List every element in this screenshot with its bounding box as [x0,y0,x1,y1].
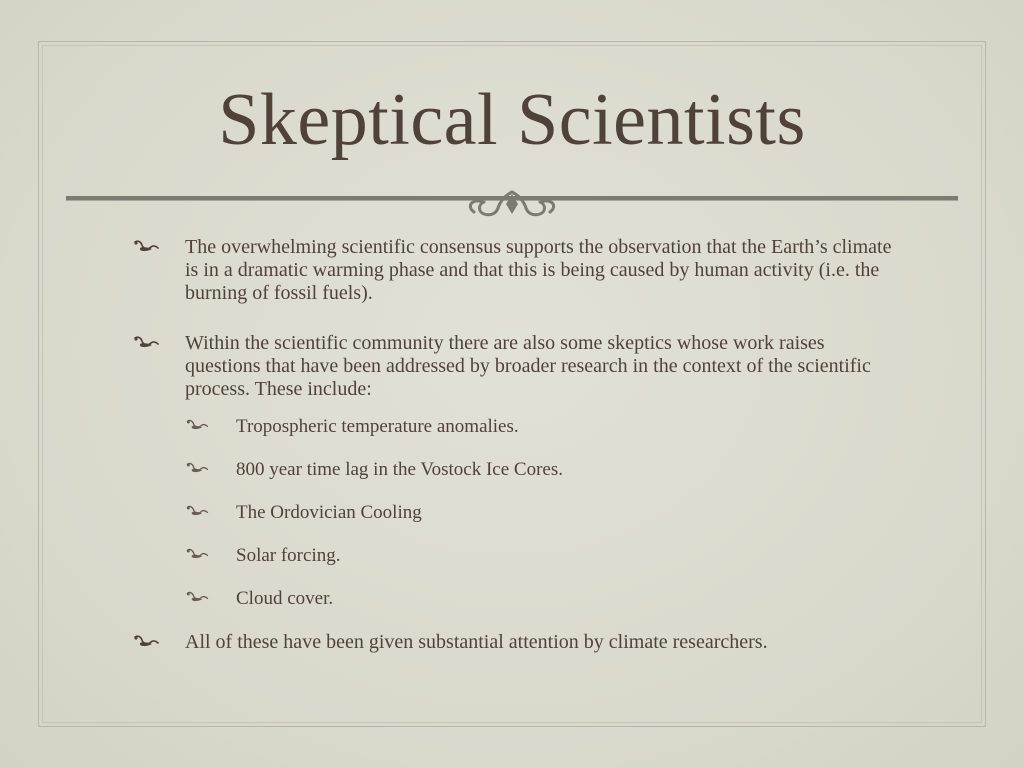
bullet-text: The overwhelming scientific consensus supports the observation that the Earth’s climate is in a dramatic warming phase and that this is being caused by human activity (i.e. the burning of fossil fuels). [185,236,892,304]
bullet-text: Within the scientific community there are also some skeptics whose work raises questions that have been addressed by broader research in the context of the scientific process. These include: [185,332,871,400]
slide-title: Skeptical Scientists [218,79,806,161]
fleuron-bullet-icon [184,545,210,565]
fleuron-bullet-icon [132,332,160,355]
sub-bullet-item [184,544,902,567]
fleuron-bullet-icon [184,416,210,436]
fleuron-bullet-icon [184,459,210,479]
sub-bullet-text: 800 year time lag in the Vostock Ice Cores. [236,459,563,480]
sub-bullet-item [184,458,902,481]
sub-bullet-text: The Ordovician Cooling [236,502,422,523]
sub-bullet-item [184,415,902,438]
sub-bullet-list [132,415,902,610]
sub-bullet-text: Cloud cover. [236,588,334,609]
bullet-item [132,236,902,305]
fleuron-bullet-icon [184,502,210,522]
sub-bullet-text: Tropospheric temperature anomalies. [236,416,519,437]
bullet-text: All of these have been given substantial attention by climate researchers. [185,631,768,653]
sub-bullet-item [184,587,902,610]
bullet-item [132,631,902,654]
fleuron-bullet-icon [132,631,160,654]
sub-bullet-text: Solar forcing. [236,545,341,566]
fleuron-bullet-icon [184,588,210,608]
bullet-item [132,332,902,401]
sub-bullet-item [184,501,902,524]
ornamental-divider-icon [66,186,958,226]
slide-content [132,236,902,654]
fleuron-bullet-icon [132,236,160,259]
